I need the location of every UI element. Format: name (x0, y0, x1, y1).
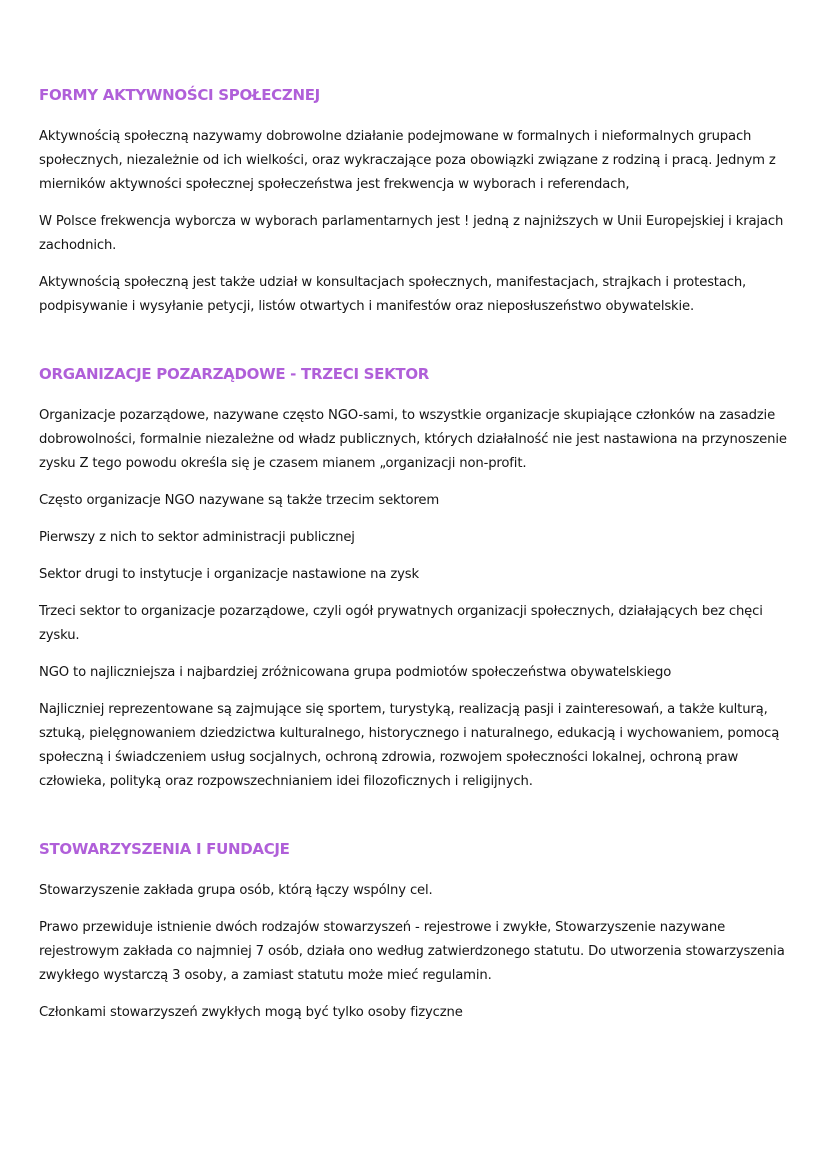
paragraph: Prawo przewiduje istnienie dwóch rodzajów stowarzyszeń - rejestrowe i zwykłe, Stowarzyszenie nazywane rejestrowym zakłada co najmniej 7 osób, działa ono według zatwierdzonego statutu. Do utworzenia stowarzyszenia zwykłego wystarczą 3 osoby, a zamiast statutu może mieć regulamin. (39, 920, 785, 983)
paragraph: Członkami stowarzyszeń zwykłych mogą być tylko osoby fizyczne (39, 1005, 463, 1020)
paragraph: Sektor drugi to instytucje i organizacje nastawione na zysk (39, 567, 419, 582)
paragraph: Aktywnością społeczną jest także udział w konsultacjach społecznych, manifestacjach, strajkach i protestach, podpisywanie i wysyłanie petycji, listów otwartych i manifestów oraz nieposłuszeństwo obywatelskie. (39, 275, 747, 314)
paragraph: Aktywnością społeczną nazywamy dobrowolne działanie podejmowane w formalnych i nieformalnych grupach społecznych, niezależnie od ich wielkości, oraz wykraczające poza obowiązki związane z rodziną i pracą. Jednym z mierników aktywności społecznej społeczeństwa jest frekwencja w wyborach i referendach, (39, 129, 776, 192)
document-page (39, 84, 799, 1038)
paragraph: Często organizacje NGO nazywane są także trzecim sektorem (39, 493, 440, 508)
section-formy-aktywnosci (39, 84, 799, 319)
section-title: STOWARZYSZENIA I FUNDACJE (39, 840, 290, 858)
paragraph: Pierwszy z nich to sektor administracji publicznej (39, 530, 355, 545)
section-title: FORMY AKTYWNOŚCI SPOŁECZNEJ (39, 86, 320, 104)
paragraph: Trzeci sektor to organizacje pozarządowe, czyli ogół prywatnych organizacji społecznych, działających bez chęci zysku. (39, 604, 763, 643)
paragraph: NGO to najliczniejsza i najbardziej zróżnicowana grupa podmiotów społeczeństwa obywatelskiego (39, 665, 672, 680)
section-title: ORGANIZACJE POZARZĄDOWE - TRZECI SEKTOR (39, 365, 430, 383)
paragraph: Stowarzyszenie zakłada grupa osób, którą łączy wspólny cel. (39, 883, 433, 898)
section-organizacje-pozarzadowe (39, 363, 799, 794)
paragraph: W Polsce frekwencja wyborcza w wyborach parlamentarnych jest ! jedną z najniższych w Unii Europejskiej i krajach zachodnich. (39, 214, 784, 253)
section-stowarzyszenia-fundacje (39, 838, 799, 1025)
paragraph: Organizacje pozarządowe, nazywane często NGO-sami, to wszystkie organizacje skupiające członków na zasadzie dobrowolności, formalnie niezależne od władz publicznych, których działalność nie jest nastawiona na przynoszenie zysku Z tego powodu określa się je czasem mianem „organizacji non-profit. (39, 408, 787, 471)
paragraph: Najliczniej reprezentowane są zajmujące się sportem, turystyką, realizacją pasji i zainteresowań, a także kulturą, sztuką, pielęgnowaniem dziedzictwa kulturalnego, historycznego i naturalnego, edukacją i wychowaniem, pomocą społeczną i świadczeniem usług socjalnych, ochroną zdrowia, rozwojem społeczności lokalnej, ochroną praw człowieka, polityką oraz rozpowszechnianiem idei filozoficznych i religijnych. (39, 702, 780, 789)
